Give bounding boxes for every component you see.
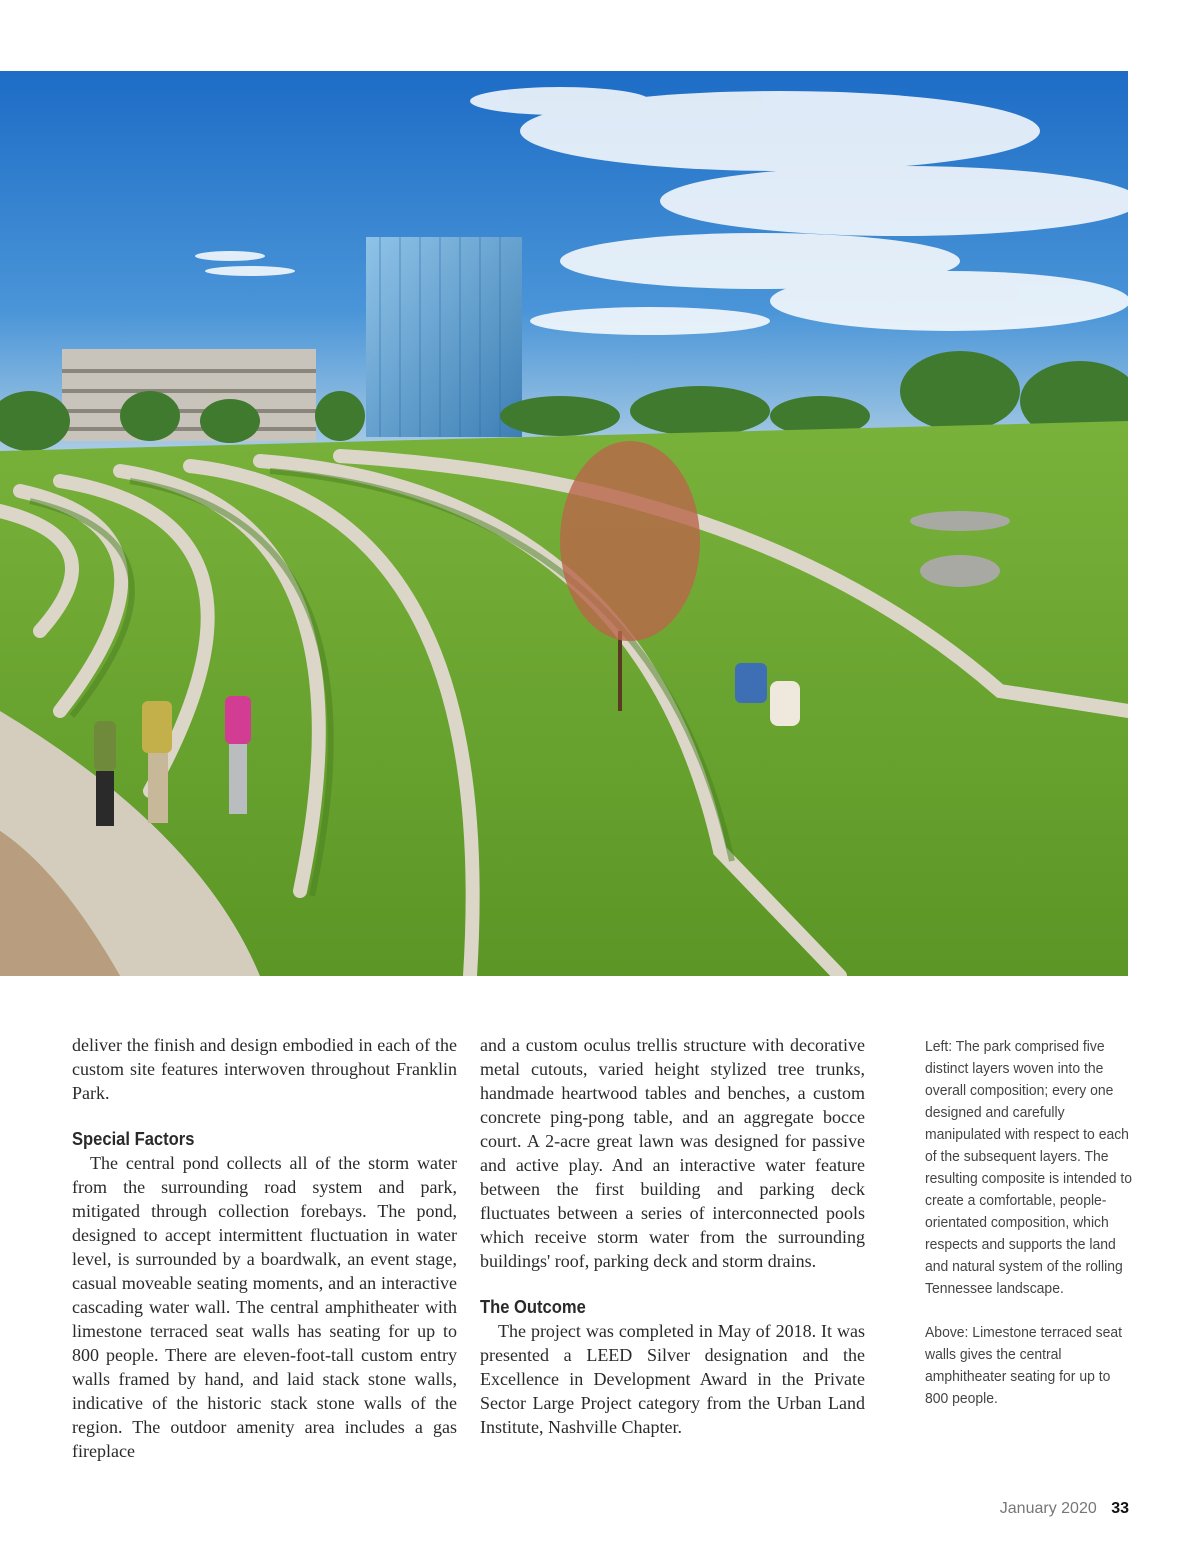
- amphitheater-photo: [0, 71, 1128, 976]
- special-factors-heading: Special Factors: [72, 1129, 195, 1149]
- issue-date: January 2020: [999, 1500, 1097, 1517]
- caption-above: Above: Limestone terraced seat walls gives the central amphitheater seating for up to 800 people.: [925, 1324, 1122, 1407]
- caption-left: Left: The park comprised five distinct layers woven into the overall composition; every one designed and carefully manipulated with respect to each of the subsequent layers. The resulting composite is intended to create a comfortable, people-orientated composition, which respects and supports the land and natural system of the rolling Tennessee landscape.: [925, 1038, 1133, 1297]
- special-factors-paragraph: The central pond collects all of the storm water from the surrounding road system and park, mitigated through collection forebays. The pond, designed to accept intermittent fluctuation in water level, is surrounded by a boardwalk, an event stage, casual moveable seating moments, and an interactive cascading water wall. The central amphitheater with limestone terraced seat walls has seating for up to 800 people. There are eleven-foot-tall custom entry walls framed by hand, and laid stack stone walls, indicative of the historic stack stone walls of the region. The outdoor amenity area includes a gas fireplace: [72, 1153, 457, 1461]
- page-number: 33: [1111, 1500, 1129, 1517]
- column1-intro-paragraph: deliver the finish and design embodied in each of the custom site features interwoven throughout Franklin Park.: [72, 1035, 457, 1103]
- photo-captions: [925, 1036, 1135, 1410]
- column2-continued-paragraph: and a custom oculus trellis structure with decorative metal cutouts, varied height stylized tree trunks, handmade heartwood tables and benches, a custom concrete ping-pong table, and an aggregate bocce court. A 2-acre great lawn was designed for passive and active play. And an interactive water feature between the first building and parking deck fluctuates between a series of interconnected pools which receive storm water from the surrounding buildings' roof, parking deck and storm drains.: [480, 1035, 865, 1271]
- outcome-paragraph: The project was completed in May of 2018. It was presented a LEED Silver designation and the Excellence in Development Award in the Private Sector Large Project category from the Urban Land Institute, Nashville Chapter.: [480, 1321, 865, 1437]
- article-column-2: [480, 1033, 865, 1439]
- article-column-1: [72, 1033, 457, 1463]
- page-footer: [1000, 1500, 1129, 1518]
- outcome-heading: The Outcome: [480, 1297, 586, 1317]
